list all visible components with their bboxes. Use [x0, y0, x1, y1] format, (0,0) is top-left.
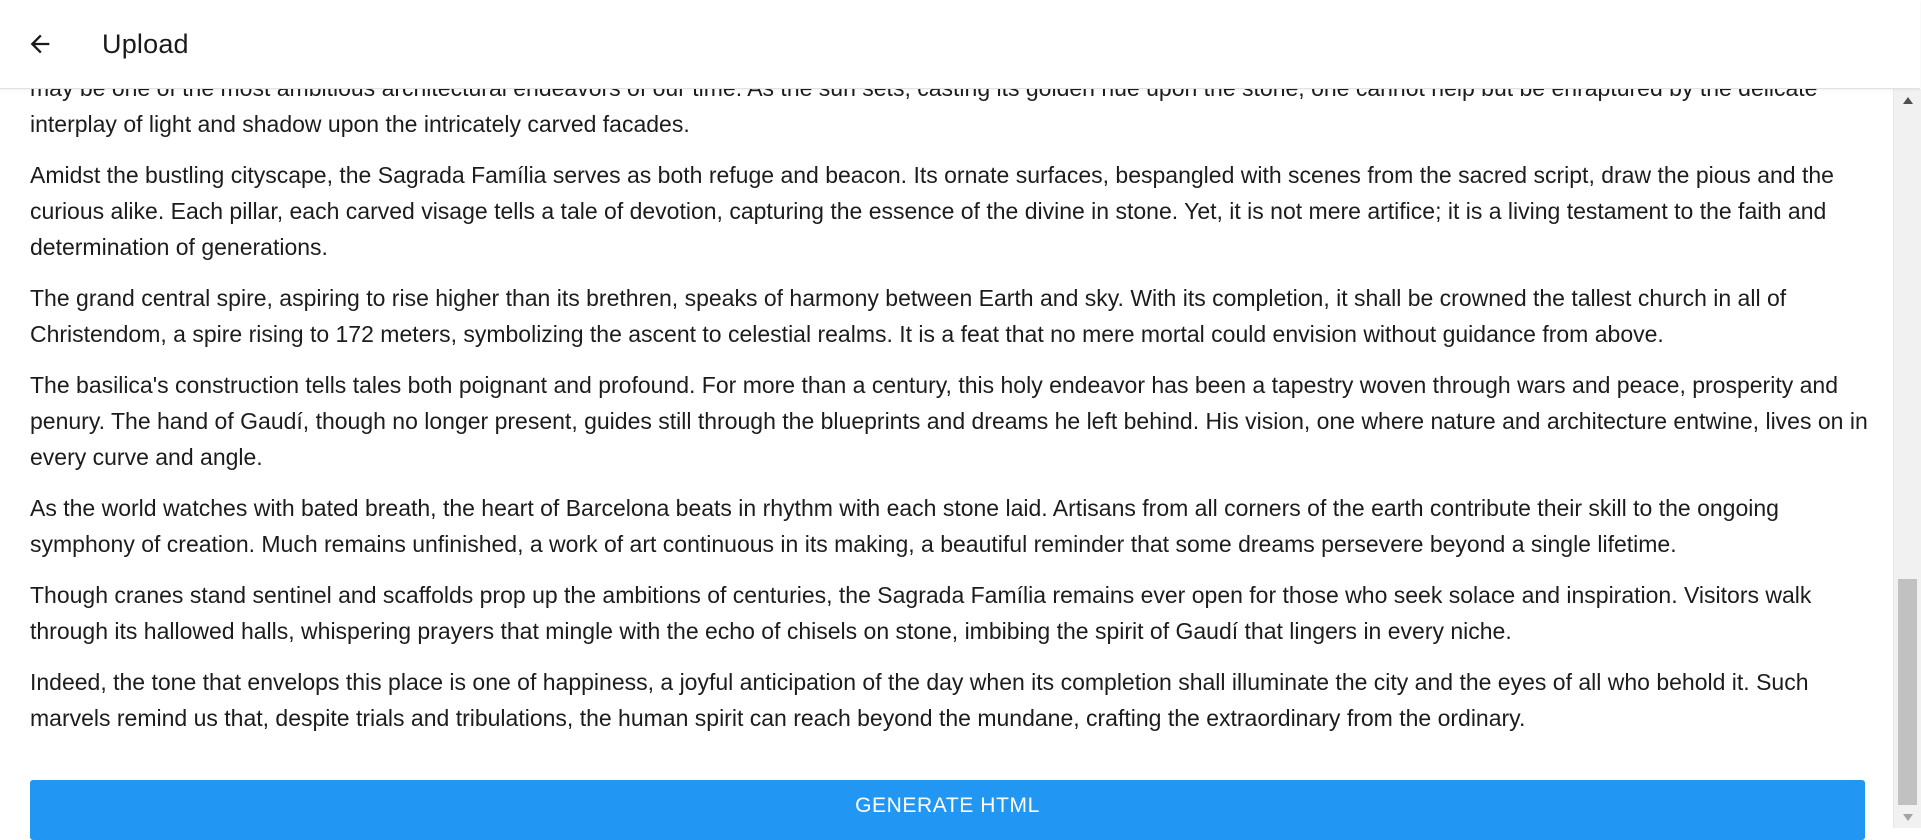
scroll-up-button[interactable] — [1894, 89, 1921, 111]
triangle-up-icon — [1903, 91, 1913, 109]
scroll-down-button[interactable] — [1894, 806, 1921, 828]
arrow-left-icon — [26, 30, 54, 58]
paragraph: Indeed, the tone that envelops this place is one of happiness, a joyful anticipation of the day when its completion shall illuminate the city and the eyes of all who behold it. Such marvels remind us that, despite trials and tribulations, the human spirit can reach beyond the mundane, crafting the extraordinary from the ordinary. — [30, 669, 1809, 731]
back-button[interactable] — [20, 24, 60, 64]
paragraph: interplay of light and shadow upon the intricately carved facades. — [30, 111, 690, 137]
page-title: Upload — [102, 28, 189, 59]
paragraph: The basilica's construction tells tales both poignant and profound. For more than a century, this holy endeavor has been a tapestry woven through wars and peace, prosperity and penury. The hand of Gaudí, though no longer present, guides still through the blueprints and dreams he left behind. His vision, one where nature and architecture entwine, lives on in every curve and angle. — [30, 372, 1868, 470]
paragraph: The grand central spire, aspiring to rise higher than its brethren, speaks of harmony between Earth and sky. With its completion, it shall be crowned the tallest church in all of Christendom, a spire rising to 172 meters, symbolizing the ascent to celestial realms. It is a feat that no mere mortal could envision without guidance from above. — [30, 285, 1787, 347]
paragraph: As the world watches with bated breath, the heart of Barcelona beats in rhythm with each stone laid. Artisans from all corners of the earth contribute their skill to the ongoing symphony of creation. Much remains unfinished, a work of art continuous in its making, a beautiful reminder that some dreams persevere beyond a single lifetime. — [30, 495, 1779, 557]
paragraph: Amidst the bustling cityscape, the Sagrada Família serves as both refuge and beacon. Its ornate surfaces, bespangled with scenes from the sacred script, draw the pious and the curious alike. Each pillar, each carved visage tells a tale of devotion, capturing the essence of the divine in stone. Yet, it is not mere artifice; it is a living testament to the faith and determination of generations. — [30, 162, 1834, 260]
scroll-content[interactable] — [0, 89, 1893, 828]
article-text — [30, 70, 1870, 751]
scrollbar-thumb[interactable] — [1898, 579, 1917, 805]
vertical-scrollbar[interactable] — [1893, 89, 1921, 828]
paragraph: Though cranes stand sentinel and scaffolds prop up the ambitions of centuries, the Sagrada Família remains ever open for those who seek solace and inspiration. Visitors walk through its hallowed halls, whispering prayers that mingle with the echo of chisels on stone, imbibing the spirit of Gaudí that lingers in every niche. — [30, 582, 1812, 644]
app-header — [0, 0, 1920, 89]
generate-html-button[interactable]: GENERATE HTML — [30, 780, 1865, 840]
triangle-down-icon — [1903, 808, 1913, 826]
